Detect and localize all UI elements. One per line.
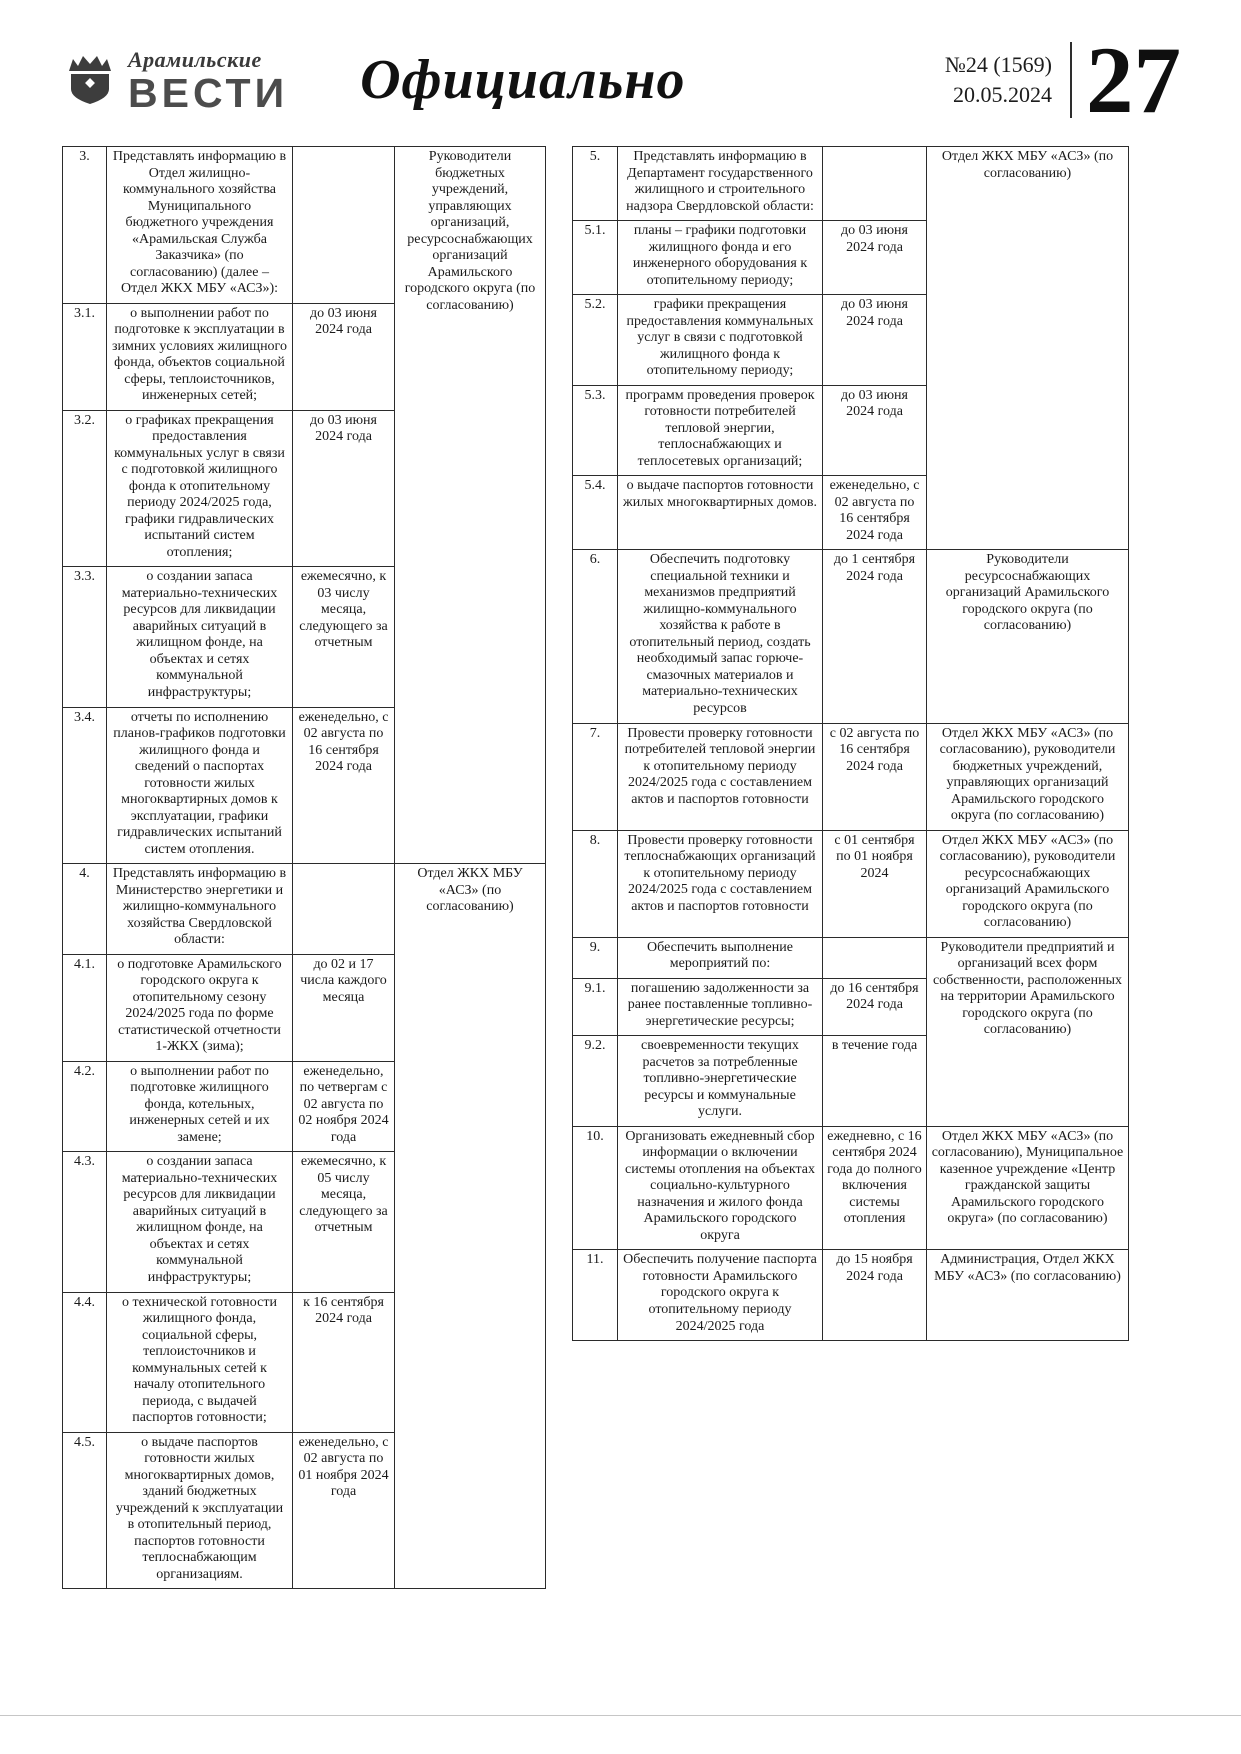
task-cell: Представлять информацию в Департамент государственного жилищного и строительного надзора Свердловской области: bbox=[618, 147, 823, 221]
num-cell: 5. bbox=[573, 147, 618, 221]
num-cell: 3.4. bbox=[63, 707, 107, 864]
responsible-cell: Отдел ЖКХ МБУ «АСЗ» (по согласованию), Муниципальное казенное учреждение «Центр гражданской защиты Арамильского городского округа» (по согласованию) bbox=[927, 1126, 1129, 1250]
task-cell: Обеспечить получение паспорта готовности Арамильского городского округа к отопительному периоду 2024/2025 года bbox=[618, 1250, 823, 1341]
responsible-cell: Отдел ЖКХ МБУ «АСЗ» (по согласованию), руководители ресурсоснабжающих организаций Арамильского городского округа (по согласованию) bbox=[927, 830, 1129, 937]
table-row bbox=[573, 830, 1129, 937]
task-cell: графики прекращения предоставления коммунальных услуг в связи с подготовкой жилищного фонда к отопительному периоду; bbox=[618, 295, 823, 386]
num-cell: 5.2. bbox=[573, 295, 618, 386]
deadline-cell: до 03 июня 2024 года bbox=[293, 303, 395, 410]
task-cell: о подготовке Арамильского городского округа к отопительному сезону 2024/2025 года по форме статистической отчетности 1-ЖКХ (зима); bbox=[107, 954, 293, 1061]
deadline-cell: с 02 августа по 16 сентября 2024 года bbox=[823, 723, 927, 830]
deadline-cell bbox=[293, 864, 395, 955]
num-cell: 3. bbox=[63, 147, 107, 304]
task-cell: о технической готовности жилищного фонда, социальной сферы, теплоисточников и коммунальных сетей к началу отопительного периода, с выдачей паспортов готовности; bbox=[107, 1292, 293, 1432]
deadline-cell: в течение года bbox=[823, 1036, 927, 1127]
page-body bbox=[0, 146, 1241, 1589]
table-row bbox=[573, 1250, 1129, 1341]
deadline-cell: до 03 июня 2024 года bbox=[293, 410, 395, 567]
responsible-cell: Отдел ЖКХ МБУ «АСЗ» (по согласованию), руководители бюджетных учреждений, управляющих организаций Арамильского городского округа (по согласованию) bbox=[927, 723, 1129, 830]
task-cell: о создании запаса материально-технических ресурсов для ликвидации аварийных ситуаций в жилищном фонде, на объектах и сетях коммунальной инфраструктуры; bbox=[107, 567, 293, 707]
num-cell: 5.1. bbox=[573, 221, 618, 295]
num-cell: 6. bbox=[573, 550, 618, 723]
issue-number: №24 (1569) bbox=[944, 52, 1052, 78]
task-cell: о выдаче паспортов готовности жилых многоквартирных домов. bbox=[618, 476, 823, 550]
newspaper-brand bbox=[62, 47, 289, 117]
num-cell: 4.5. bbox=[63, 1432, 107, 1589]
deadline-cell: до 03 июня 2024 года bbox=[823, 221, 927, 295]
table-row bbox=[573, 147, 1129, 221]
deadline-cell: еженедельно, с 02 августа по 16 сентября 2024 года bbox=[293, 707, 395, 864]
deadline-cell bbox=[823, 937, 927, 978]
deadline-cell: еженедельно, с 02 августа по 16 сентября 2024 года bbox=[823, 476, 927, 550]
resolution-table-right bbox=[572, 146, 1129, 1341]
issue-date: 20.05.2024 bbox=[953, 82, 1052, 107]
task-cell: о выдаче паспортов готовности жилых многоквартирных домов, зданий бюджетных учреждений к эксплуатации в отопительный период, паспортов готовности теплоснабжающим организациям. bbox=[107, 1432, 293, 1589]
table-row bbox=[573, 723, 1129, 830]
header-divider bbox=[1070, 42, 1072, 118]
section-title: Официально bbox=[360, 49, 686, 111]
deadline-cell: ежемесячно, к 03 числу месяца, следующего за отчетным bbox=[293, 567, 395, 707]
num-cell: 3.3. bbox=[63, 567, 107, 707]
task-cell: о выполнении работ по подготовке жилищного фонда, котельных, инженерных сетей и их замене; bbox=[107, 1061, 293, 1152]
footer-rule bbox=[0, 1715, 1241, 1716]
brand-name-bottom: ВЕСТИ bbox=[128, 70, 289, 117]
num-cell: 4.3. bbox=[63, 1152, 107, 1292]
task-cell: Провести проверку готовности потребителей тепловой энергии к отопительному периоду 2024/2025 года с составлением актов и паспортов готовности bbox=[618, 723, 823, 830]
masthead bbox=[0, 0, 1241, 133]
task-cell: программ проведения проверок готовности потребителей тепловой энергии, теплоснабжающих и теплосетевых организаций; bbox=[618, 385, 823, 476]
deadline-cell bbox=[823, 147, 927, 221]
deadline-cell: до 02 и 17 числа каждого месяца bbox=[293, 954, 395, 1061]
num-cell: 4.2. bbox=[63, 1061, 107, 1152]
responsible-cell: Руководители предприятий и организаций всех форм собственности, расположенных на территории Арамильского городского округа (по согласованию) bbox=[927, 937, 1129, 1126]
task-cell: Представлять информацию в Министерство энергетики и жилищно-коммунального хозяйства Свердловской области: bbox=[107, 864, 293, 955]
resolution-table-left bbox=[62, 146, 546, 1589]
num-cell: 11. bbox=[573, 1250, 618, 1341]
deadline-cell: с 01 сентября по 01 ноября 2024 bbox=[823, 830, 927, 937]
issue-info bbox=[945, 50, 1052, 109]
task-cell: планы – графики подготовки жилищного фонда и его инженерного оборудования к отопительному периоду; bbox=[618, 221, 823, 295]
task-cell: Провести проверку готовности теплоснабжающих организаций к отопительному периоду 2024/2025 года с составлением актов и паспортов готовности bbox=[618, 830, 823, 937]
task-cell: о создании запаса материально-технических ресурсов для ликвидации аварийных ситуаций в жилищном фонде, на объектах и сетях коммунальной инфраструктуры; bbox=[107, 1152, 293, 1292]
deadline-cell: до 15 ноября 2024 года bbox=[823, 1250, 927, 1341]
deadline-cell: до 16 сентября 2024 года bbox=[823, 978, 927, 1036]
responsible-cell: Руководители бюджетных учреждений, управляющих организаций, ресурсоснабжающих организаций Арамильского городского округа (по согласованию) bbox=[395, 147, 546, 864]
brand-text bbox=[128, 47, 289, 117]
table-row bbox=[573, 1126, 1129, 1250]
brand-name-top: Арамильские bbox=[128, 47, 262, 73]
num-cell: 3.1. bbox=[63, 303, 107, 410]
num-cell: 5.3. bbox=[573, 385, 618, 476]
deadline-cell: еженедельно, по четвергам с 02 августа по 02 ноября 2024 года bbox=[293, 1061, 395, 1152]
page-number: 27 bbox=[1086, 26, 1181, 133]
num-cell: 9.2. bbox=[573, 1036, 618, 1127]
coat-of-arms-icon bbox=[62, 52, 118, 108]
table-row bbox=[63, 147, 546, 304]
task-cell: Организовать ежедневный сбор информации о включении системы отопления на объектах социально-культурного назначения и жилого фонда Арамильского городского округа bbox=[618, 1126, 823, 1250]
deadline-cell: до 1 сентября 2024 года bbox=[823, 550, 927, 723]
table-row bbox=[63, 864, 546, 955]
task-cell: о графиках прекращения предоставления коммунальных услуг в связи с подготовкой жилищного фонда к отопительному периоду 2024/2025 года, графики гидравлических испытаний систем отопления; bbox=[107, 410, 293, 567]
num-cell: 8. bbox=[573, 830, 618, 937]
deadline-cell: к 16 сентября 2024 года bbox=[293, 1292, 395, 1432]
deadline-cell: ежедневно, с 16 сентября 2024 года до полного включения системы отопления bbox=[823, 1126, 927, 1250]
num-cell: 4.4. bbox=[63, 1292, 107, 1432]
num-cell: 5.4. bbox=[573, 476, 618, 550]
table-row bbox=[573, 550, 1129, 723]
num-cell: 10. bbox=[573, 1126, 618, 1250]
responsible-cell: Руководители ресурсоснабжающих организаций Арамильского городского округа (по согласованию) bbox=[927, 550, 1129, 723]
deadline-cell: до 03 июня 2024 года bbox=[823, 295, 927, 386]
deadline-cell: до 03 июня 2024 года bbox=[823, 385, 927, 476]
num-cell: 4.1. bbox=[63, 954, 107, 1061]
num-cell: 3.2. bbox=[63, 410, 107, 567]
task-cell: своевременности текущих расчетов за потребленные топливно-энергетические ресурсы и коммунальные услуги. bbox=[618, 1036, 823, 1127]
responsible-cell: Администрация, Отдел ЖКХ МБУ «АСЗ» (по согласованию) bbox=[927, 1250, 1129, 1341]
deadline-cell: ежемесячно, к 05 числу месяца, следующего за отчетным bbox=[293, 1152, 395, 1292]
deadline-cell: еженедельно, с 02 августа по 01 ноября 2024 года bbox=[293, 1432, 395, 1589]
task-cell: о выполнении работ по подготовке к эксплуатации в зимних условиях жилищного фонда, объектов социальной сферы, теплоисточников, инженерных сетей; bbox=[107, 303, 293, 410]
task-cell: Обеспечить подготовку специальной техники и механизмов предприятий жилищно-коммунального хозяйства к работе в отопительный период, создать необходимый запас горюче-смазочных материалов и материально-технических ресурсов bbox=[618, 550, 823, 723]
num-cell: 4. bbox=[63, 864, 107, 955]
num-cell: 7. bbox=[573, 723, 618, 830]
task-cell: погашению задолженности за ранее поставленные топливно-энергетические ресурсы; bbox=[618, 978, 823, 1036]
responsible-cell: Отдел ЖКХ МБУ «АСЗ» (по согласованию) bbox=[395, 864, 546, 1589]
responsible-cell: Отдел ЖКХ МБУ «АСЗ» (по согласованию) bbox=[927, 147, 1129, 550]
task-cell: Представлять информацию в Отдел жилищно-коммунального хозяйства Муниципального бюджетного учреждения «Арамильская Служба Заказчика» (по согласованию) (далее – Отдел ЖКХ МБУ «АСЗ»): bbox=[107, 147, 293, 304]
deadline-cell bbox=[293, 147, 395, 304]
num-cell: 9.1. bbox=[573, 978, 618, 1036]
task-cell: отчеты по исполнению планов-графиков подготовки жилищного фонда и сведений о паспортах готовности жилых многоквартирных домов к эксплуатации, графики гидравлических испытаний систем отопления. bbox=[107, 707, 293, 864]
num-cell: 9. bbox=[573, 937, 618, 978]
task-cell: Обеспечить выполнение мероприятий по: bbox=[618, 937, 823, 978]
table-row bbox=[573, 937, 1129, 978]
